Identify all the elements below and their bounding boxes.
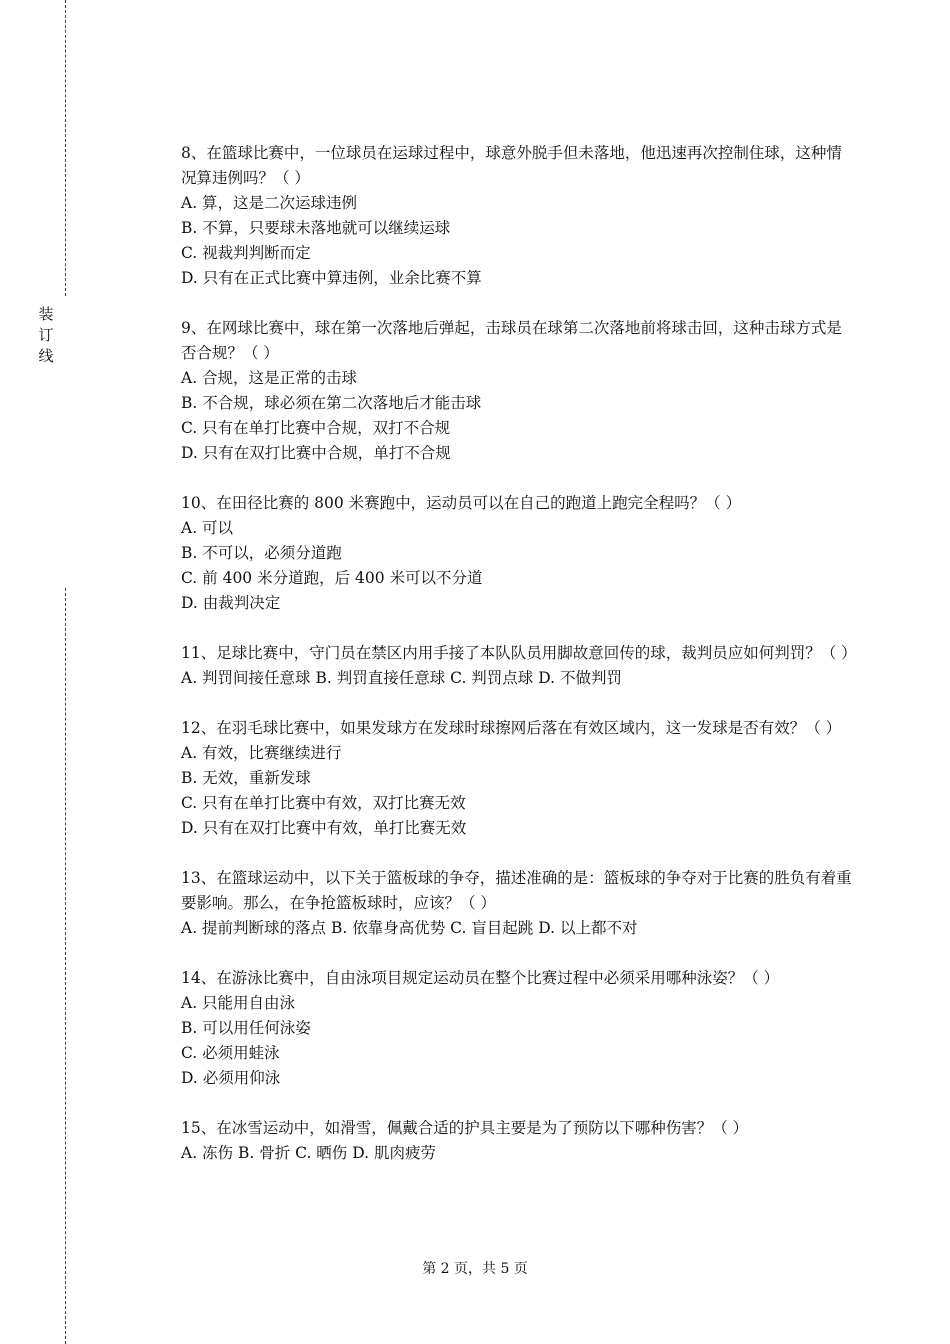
option-d: D. 只有在双打比赛中有效，单打比赛无效 xyxy=(181,819,467,837)
option-c: C. 视裁判判断而定 xyxy=(181,244,311,262)
option-c: C. 只有在单打比赛中有效，双打比赛无效 xyxy=(181,794,466,812)
binding-char: 订 xyxy=(38,326,54,344)
binding-line-top xyxy=(65,0,66,296)
question-11 xyxy=(181,641,857,691)
question-10 xyxy=(181,491,853,616)
binding-label xyxy=(37,304,55,367)
option-b: B. 不合规，球必须在第二次落地后才能击球 xyxy=(181,394,482,412)
question-text: 13、在篮球运动中，以下关于篮板球的争夺，描述准确的是：篮板球的争夺对于比赛的胜负有着重要影响。那么，在争抢篮板球时，应该？（ ） xyxy=(181,869,852,912)
question-8 xyxy=(181,141,853,291)
page-number: 第 2 页，共 5 页 xyxy=(422,1261,528,1277)
question-text: 14、在游泳比赛中，自由泳项目规定运动员在整个比赛过程中必须采用哪种泳姿？（ ） xyxy=(181,969,780,987)
option-a: A. 算，这是二次运球违例 xyxy=(181,194,358,212)
question-text: 10、在田径比赛的 800 米赛跑中，运动员可以在自己的跑道上跑完全程吗？（ ） xyxy=(181,494,742,512)
option-a: A. 可以 xyxy=(181,519,234,537)
option-b: B. 不可以，必须分道跑 xyxy=(181,544,342,562)
question-text: 11、足球比赛中，守门员在禁区内用手接了本队队员用脚故意回传的球，裁判员应如何判罚？（ ） xyxy=(181,644,857,662)
options-inline: A. 提前判断球的落点 B. 依靠身高优势 C. 盲目起跳 D. 以上都不对 xyxy=(181,919,638,937)
question-text: 15、在冰雪运动中，如滑雪，佩戴合适的护具主要是为了预防以下哪种伤害？（ ） xyxy=(181,1119,749,1137)
question-text: 9、在网球比赛中，球在第一次落地后弹起，击球员在球第二次落地前将球击回，这种击球方式是否合规？（ ） xyxy=(181,319,842,362)
question-text: 8、在篮球比赛中，一位球员在运球过程中，球意外脱手但未落地，他迅速再次控制住球，这种情况算违例吗？（ ） xyxy=(181,144,842,187)
option-a: A. 只能用自由泳 xyxy=(181,994,296,1012)
option-a: A. 合规，这是正常的击球 xyxy=(181,369,358,387)
question-15 xyxy=(181,1116,853,1166)
binding-line-bottom xyxy=(65,588,66,1344)
question-12 xyxy=(181,716,853,841)
question-13 xyxy=(181,866,853,941)
option-b: B. 不算，只要球未落地就可以继续运球 xyxy=(181,219,451,237)
option-d: D. 必须用仰泳 xyxy=(181,1069,281,1087)
option-c: C. 前 400 米分道跑，后 400 米可以不分道 xyxy=(181,569,483,587)
option-d: D. 只有在正式比赛中算违例，业余比赛不算 xyxy=(181,269,482,287)
question-list xyxy=(181,141,857,1191)
question-text: 12、在羽毛球比赛中，如果发球方在发球时球擦网后落在有效区域内，这一发球是否有效？（ ） xyxy=(181,719,842,737)
option-c: C. 只有在单打比赛中合规，双打不合规 xyxy=(181,419,451,437)
binding-char: 装 xyxy=(38,305,54,323)
option-b: B. 可以用任何泳姿 xyxy=(181,1019,311,1037)
binding-char: 线 xyxy=(38,347,54,365)
option-d: D. 由裁判决定 xyxy=(181,594,281,612)
options-inline: A. 冻伤 B. 骨折 C. 晒伤 D. 肌肉疲劳 xyxy=(181,1144,436,1162)
question-14 xyxy=(181,966,853,1091)
options-inline: A. 判罚间接任意球 B. 判罚直接任意球 C. 判罚点球 D. 不做判罚 xyxy=(181,669,622,687)
option-d: D. 只有在双打比赛中合规，单打不合规 xyxy=(181,444,451,462)
question-9 xyxy=(181,316,853,466)
option-b: B. 无效，重新发球 xyxy=(181,769,311,787)
option-a: A. 有效，比赛继续进行 xyxy=(181,744,342,762)
option-c: C. 必须用蛙泳 xyxy=(181,1044,280,1062)
